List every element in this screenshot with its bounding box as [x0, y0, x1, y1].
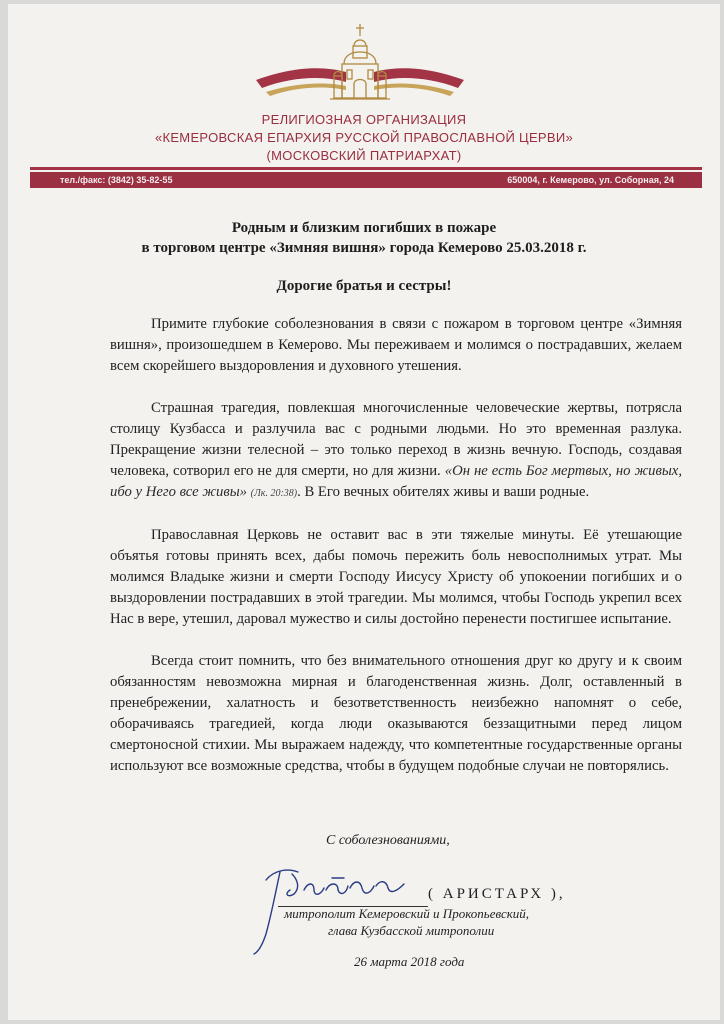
letter-title-line1: Родным и близким погибших в пожаре	[231, 220, 497, 236]
paragraph-4: Всегда стоит помнить, что без внимательного отношения друг ко другу и к своим обязанностям невозможна мирная и благоденственная жизнь. Долг, оставленный в пренебрежении, халатность и безответственность неизбежно напомнят о себе, оборачиваясь трагедией, когда люди оказываются беззащитными перед лицом смертоносной стихии. Мы выражаем надежду, что компетентные государственные органы используют все возможные средства, чтобы в будущем подобные случаи не повторялись.	[110, 653, 682, 774]
org-name-line2: «КЕМЕРОВСКАЯ ЕПАРХИЯ РУССКОЙ ПРАВОСЛАВНОЙ ЦЕРВИ»	[154, 130, 574, 145]
letter-page	[8, 4, 720, 1020]
signer-position-1: митрополит Кемеровский и Прокопьевский,	[284, 906, 530, 921]
greeting: Дорогие братья и сестры!	[276, 278, 452, 294]
letter-date: 26 марта 2018 года	[354, 954, 465, 969]
paragraph-2-text: Страшная трагедия, повлекшая многочисленные человеческие жертвы, потрясла столицу Кузбасса и разлучила вас с родными людьми. Но это временная разлука. Прекращение жизни телесной – это только переход в жизнь вечную. Господь, создавая человека, сотворил его не для смерти, но для жизни.	[110, 400, 682, 479]
paragraph-2	[110, 398, 682, 504]
paragraph-3: Православная Церковь не оставит вас в эти тяжелые минуты. Её утешающие объятья готовы принять всех, дабы помочь пережить боль невосполнимых утрат. Мы молимся Владыке жизни и смерти Господу Иисусу Христу об упокоении погибших и о выздоровлении пострадавших в этой трагедии. Мы молимся, чтобы Господь укрепил всех Нас в вере, утешил, даровал мужество и силы достойно перенести постигшее испытание.	[110, 527, 682, 627]
letter-title-line2: в торговом центре «Зимняя вишня» города Кемерово 25.03.2018 г.	[141, 240, 587, 256]
cathedral-emblem-icon	[254, 22, 466, 110]
org-name-line3: (МОСКОВСКИЙ ПАТРИАРХАТ)	[266, 148, 462, 163]
scripture-reference: (Лк. 20:38)	[250, 488, 298, 499]
closing-phrase: С соболезнованиями,	[326, 833, 450, 848]
signer-name: ( АРИСТАРХ ),	[428, 886, 566, 902]
address: 650004, г. Кемерово, ул. Соборная, 24	[507, 175, 674, 185]
org-name-line1: РЕЛИГИОЗНАЯ ОРГАНИЗАЦИЯ	[261, 112, 467, 127]
phone-fax: тел./факс: (3842) 35-82-55	[60, 175, 173, 185]
handwritten-signature	[248, 850, 418, 960]
letter-body	[110, 314, 682, 777]
signer-position-2: глава Кузбасской митрополии	[328, 923, 495, 938]
header-divider	[30, 167, 702, 170]
scripture-quote: «Он не есть Бог мертвых, но живых, ибо у Него все живы»	[110, 463, 682, 500]
paragraph-2-tail: . В Его вечных обителях живы и ваши родные.	[297, 484, 590, 500]
paragraph-1: Примите глубокие соболезнования в связи с пожаром в торговом центре «Зимняя вишня», произошедшем в Кемерово. Мы переживаем и молимся о пострадавших, желаем всем скорейшего выздоровления и духовного утешения.	[110, 316, 682, 374]
contact-band	[30, 172, 702, 188]
